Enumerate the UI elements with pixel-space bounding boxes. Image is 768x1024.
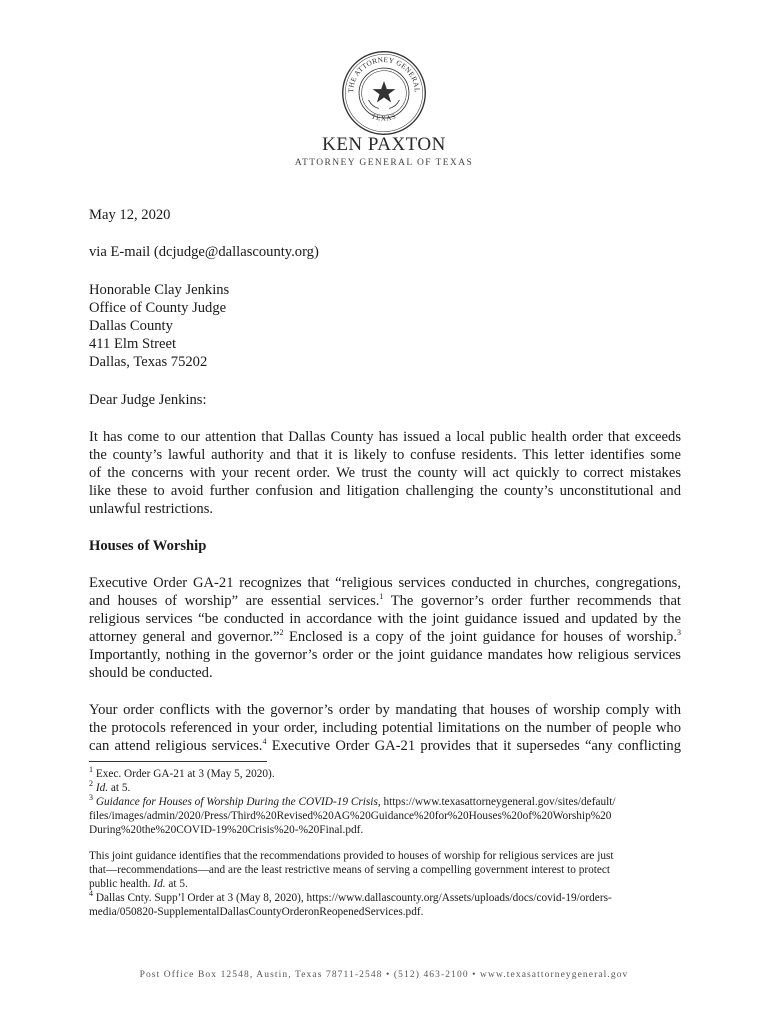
seal-text-bottom: TEXAS bbox=[370, 113, 398, 123]
letter-date: May 12, 2020 bbox=[89, 207, 171, 223]
section-heading: Houses of Worship bbox=[89, 538, 207, 554]
footnote-1 bbox=[89, 767, 689, 781]
footnote-note bbox=[89, 877, 689, 891]
paragraph-line: of the concerns with your recent order. We trust the county will act quickly to correct mistakes bbox=[89, 465, 681, 481]
text-run: The governor’s order further recommends that bbox=[383, 593, 681, 609]
footnote-url[interactable]: files/images/admin/2020/Press/Third%20Revised%20AG%20Guidance%20for%20Houses%20of%20Worship%20 bbox=[89, 810, 612, 822]
footnote-mark: 3 bbox=[89, 793, 93, 803]
paragraph-intro bbox=[89, 428, 681, 518]
footnote-ref: 2 bbox=[279, 628, 284, 638]
paragraph-line: the county’s lawful authority and that it is likely to confuse residents. This letter identifies some bbox=[89, 447, 681, 463]
footnote-3 bbox=[89, 795, 689, 809]
text-run: and houses of worship” are essential services. bbox=[89, 593, 380, 609]
footnote-4 bbox=[89, 891, 689, 905]
footnote-url[interactable]: Dallas Cnty. Supp’l Order at 3 (May 8, 2020), https://www.dallascounty.org/Assets/uploads/docs/covid-19/orders- bbox=[93, 892, 612, 904]
footnote-text: public health. bbox=[89, 878, 154, 890]
footnote-note: This joint guidance identifies that the recommendations provided to houses of worship for religious services are just bbox=[89, 850, 614, 862]
paragraph-line: unlawful restrictions. bbox=[89, 501, 214, 517]
text-run: Executive Order GA-21 provides that it supersedes “any conflicting bbox=[266, 738, 681, 754]
paragraph-line: Importantly, nothing in the governor’s order or the joint guidance mandates how religious services bbox=[89, 647, 681, 663]
footnote-ref: 1 bbox=[379, 592, 384, 602]
footnotes bbox=[89, 767, 689, 919]
footnote-text: Id. bbox=[95, 782, 109, 794]
paragraph-line bbox=[89, 592, 681, 610]
footnote-text: Guidance for Houses of Worship During the COVID-19 Crisis bbox=[95, 796, 378, 808]
footnote-mark: 2 bbox=[89, 779, 93, 789]
letterhead-title: ATTORNEY GENERAL OF TEXAS bbox=[294, 158, 474, 168]
letterhead-footer: Post Office Box 12548, Austin, Texas 78711-2548 • (512) 463-2100 • www.texasattorneygeneral.gov bbox=[139, 970, 629, 980]
recipient-address bbox=[89, 281, 681, 371]
paragraph-line: Your order conflicts with the governor’s order by mandating that houses of worship comply with bbox=[89, 702, 681, 718]
footnote-mark: 4 bbox=[89, 889, 93, 899]
footnote-mark: 1 bbox=[89, 765, 93, 775]
svg-text:TEXAS bbox=[370, 113, 397, 122]
paragraph-line bbox=[89, 737, 681, 755]
footnote-ref: 3 bbox=[677, 628, 681, 638]
footnote-divider bbox=[89, 761, 267, 762]
footnote-text: Exec. Order GA-21 at 3 (May 5, 2020). bbox=[93, 768, 275, 780]
text-run: Enclosed is a copy of the joint guidance for houses of worship. bbox=[283, 629, 677, 645]
salutation: Dear Judge Jenkins: bbox=[89, 392, 207, 408]
address-line: Dallas, Texas 75202 bbox=[89, 354, 208, 370]
paragraph-line: the protocols referenced in your order, including potential limitations on the number of people who bbox=[89, 720, 681, 736]
seal-text-top: THE ATTORNEY GENERAL bbox=[345, 54, 423, 93]
footnote-text: Id. bbox=[153, 878, 166, 890]
footnote-text: at 5. bbox=[165, 878, 188, 890]
paragraph-line: like these to avoid further confusion and litigation challenging the county’s unconstitutional and bbox=[89, 483, 681, 499]
address-line: Office of County Judge bbox=[89, 300, 227, 316]
footnote-url[interactable]: media/050820-SupplementalDallasCountyOrderonReopenedServices.pdf. bbox=[89, 906, 424, 918]
letter-body bbox=[89, 206, 681, 755]
paragraph-line: should be conducted. bbox=[89, 665, 213, 681]
paragraph-line bbox=[89, 628, 681, 646]
paragraph-line: Executive Order GA-21 recognizes that “religious services conducted in churches, congregations, bbox=[89, 575, 681, 591]
footnote-2 bbox=[89, 781, 689, 795]
paragraph-houses-of-worship bbox=[89, 574, 681, 682]
footnote-text: at 5. bbox=[108, 782, 131, 794]
paragraph-conflict bbox=[89, 701, 681, 755]
text-run: attorney general and governor.” bbox=[89, 629, 280, 645]
address-line: Dallas County bbox=[89, 318, 173, 334]
footnote-note: that—recommendations—and are the least restrictive means of serving a compelling government interest to protect bbox=[89, 864, 611, 876]
attorney-general-seal-icon bbox=[341, 50, 427, 136]
address-line: 411 Elm Street bbox=[89, 336, 177, 352]
via-email-line: via E-mail (dcjudge@dallascounty.org) bbox=[89, 244, 319, 260]
footnote-url[interactable]: , https://www.texasattorneygeneral.gov/sites/default/ bbox=[377, 796, 616, 808]
address-line: Honorable Clay Jenkins bbox=[89, 282, 230, 298]
paragraph-line: religious services “be conducted in accordance with the joint guidance issued and updated by the bbox=[89, 611, 681, 627]
footnote-url[interactable]: During%20the%20COVID-19%20Crisis%20-%20Final.pdf. bbox=[89, 824, 364, 836]
footnote-ref: 4 bbox=[262, 737, 267, 747]
letterhead-name: KEN PAXTON bbox=[322, 134, 446, 155]
paragraph-line: It has come to our attention that Dallas County has issued a local public health order that exceeds bbox=[89, 429, 681, 445]
text-run: can attend religious services. bbox=[89, 738, 263, 754]
